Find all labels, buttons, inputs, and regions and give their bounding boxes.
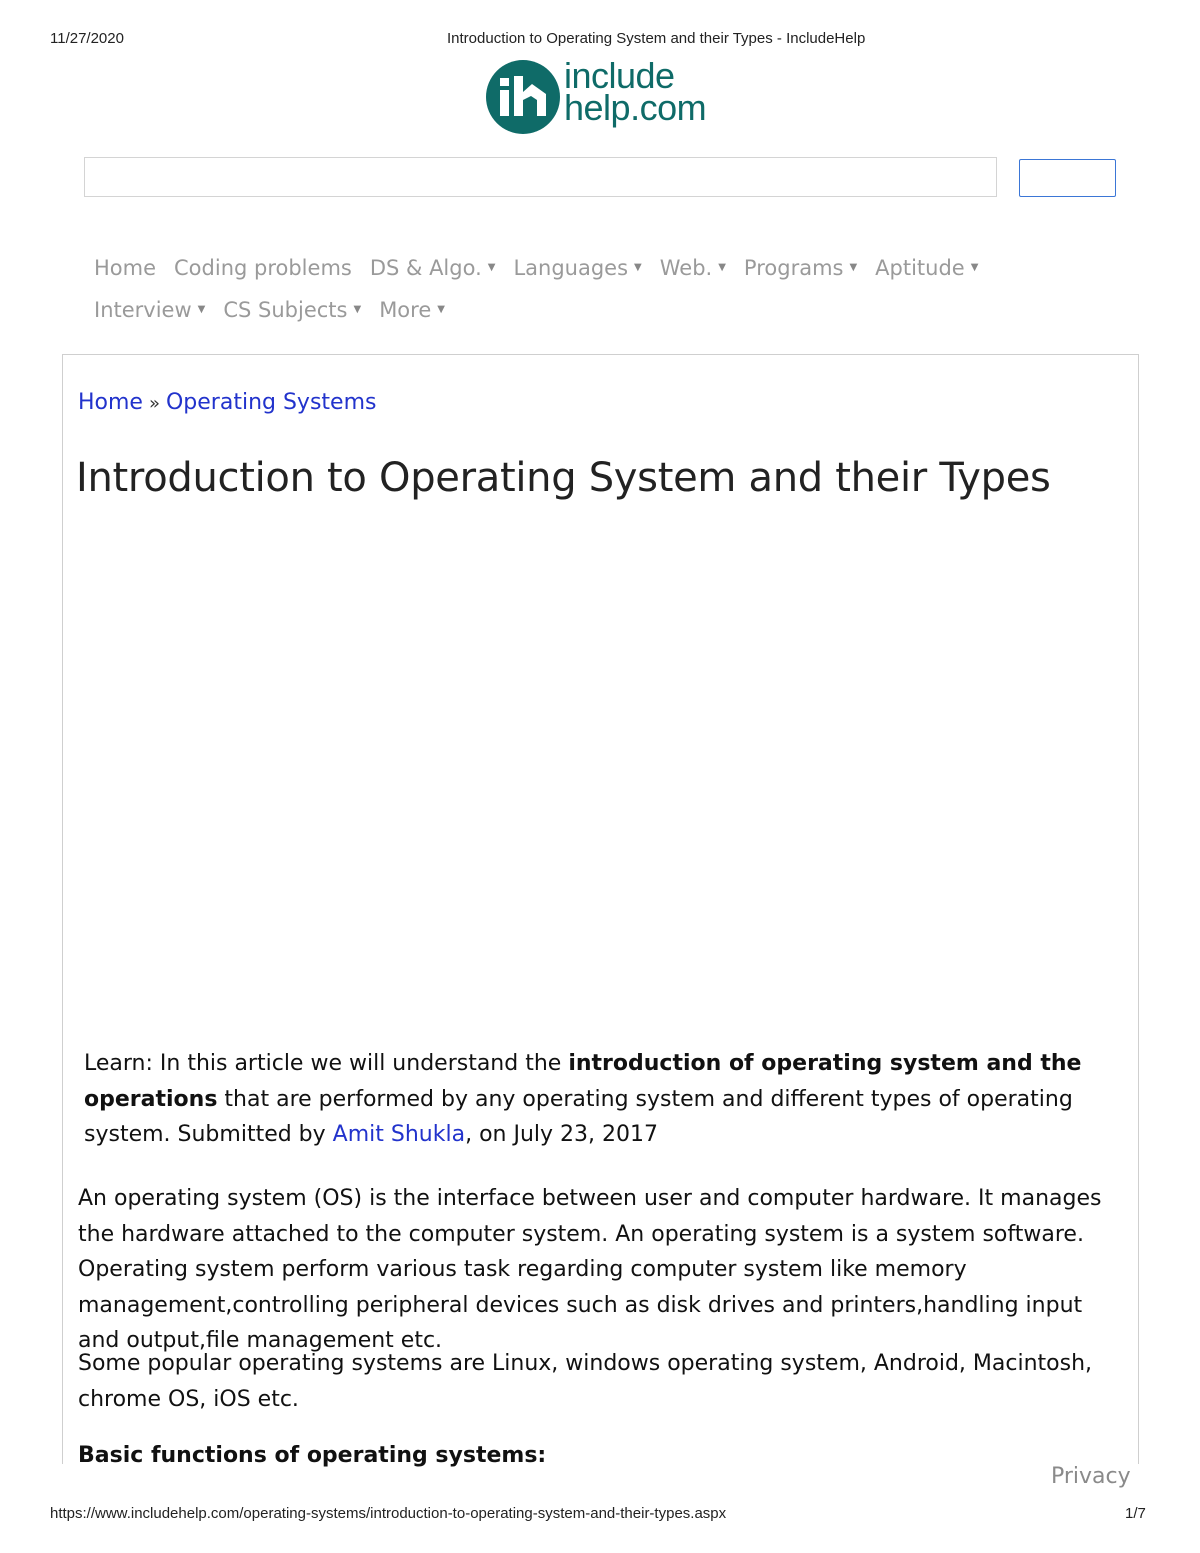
privacy-badge[interactable]: Privacy [1051, 1464, 1131, 1489]
nav-item-label: Web. [659, 256, 713, 280]
main-nav-row-1 [94, 256, 996, 280]
caret-down-icon: ▼ [437, 303, 445, 315]
breadcrumb-separator: » [148, 393, 160, 414]
article-paragraph-1: An operating system (OS) is the interface between user and computer hardware. It manages the hardware attached to the computer system. An operating system is a system software. Operating system perform various task regarding computer system like memory management,controlling peripheral devices such as disk drives and printers,handling input and output,file management etc. [78, 1186, 1102, 1353]
breadcrumb-section-link[interactable]: Operating Systems [165, 390, 377, 415]
caret-down-icon: ▼ [849, 261, 858, 273]
intro-suffix: , on July 23, 2017 [465, 1122, 658, 1147]
caret-down-icon: ▼ [353, 303, 362, 315]
page-title: Introduction to Operating System and their Types [76, 455, 1051, 501]
print-url: https://www.includehelp.com/operating-systems/introduction-to-operating-system-and-their-types.aspx [50, 1505, 727, 1522]
search-button[interactable] [1019, 159, 1116, 197]
nav-item-languages[interactable] [513, 256, 641, 280]
nav-item-label: Interview [94, 298, 192, 322]
breadcrumb-home-link[interactable]: Home [78, 390, 143, 415]
nav-item-interview[interactable] [94, 298, 205, 322]
caret-down-icon: ▼ [634, 261, 642, 273]
author-link[interactable]: Amit Shukla [332, 1122, 466, 1147]
nav-item-cs-subjects[interactable] [223, 298, 361, 322]
breadcrumb [78, 390, 376, 415]
nav-item-label: Home [94, 256, 157, 280]
nav-item-label: Programs [743, 256, 844, 280]
caret-down-icon: ▼ [718, 261, 726, 273]
print-page-title: Introduction to Operating System and their Types - IncludeHelp [447, 30, 866, 47]
nav-item-label: More [379, 298, 432, 322]
nav-item-web[interactable] [660, 256, 726, 280]
main-nav-row-2 [94, 298, 463, 322]
logo-wordmark [564, 55, 707, 128]
intro-bold: introduction of operating system and the operations [84, 1051, 1082, 1112]
nav-item-label: DS & Algo. [369, 256, 482, 280]
nav-item-aptitude[interactable] [875, 256, 978, 280]
includehelp-logo-icon [484, 58, 562, 136]
print-date: 11/27/2020 [50, 30, 124, 47]
article-intro [84, 1046, 1124, 1153]
logo-line-1: include [564, 55, 675, 96]
caret-down-icon: ▼ [970, 261, 979, 273]
nav-item-label: Aptitude [875, 256, 965, 280]
intro-prefix: Learn: In this article we will understand the [84, 1051, 569, 1076]
intro-middle: that are performed by any operating system and different types of operating system. Submitted by [84, 1086, 1073, 1147]
caret-down-icon: ▼ [487, 261, 496, 273]
nav-item-coding-problems[interactable] [174, 256, 352, 280]
search-input[interactable] [84, 157, 997, 197]
caret-down-icon: ▼ [197, 303, 206, 315]
nav-item-label: CS Subjects [223, 298, 348, 322]
nav-item-ds-algo[interactable] [370, 256, 496, 280]
site-logo[interactable] [484, 55, 724, 142]
section-heading: Basic functions of operating systems: [78, 1443, 547, 1468]
article-paragraph-2: Some popular operating systems are Linux, windows operating system, Android, Macintosh, chrome OS, iOS etc. [78, 1351, 1093, 1412]
nav-item-programs[interactable] [744, 256, 857, 280]
nav-item-home[interactable] [94, 256, 156, 280]
print-page-number: 1/7 [1125, 1505, 1146, 1522]
nav-item-label: Languages [513, 256, 629, 280]
logo-line-2: help.com [564, 87, 707, 128]
nav-item-label: Coding problems [174, 256, 352, 280]
nav-item-more[interactable] [379, 298, 445, 322]
